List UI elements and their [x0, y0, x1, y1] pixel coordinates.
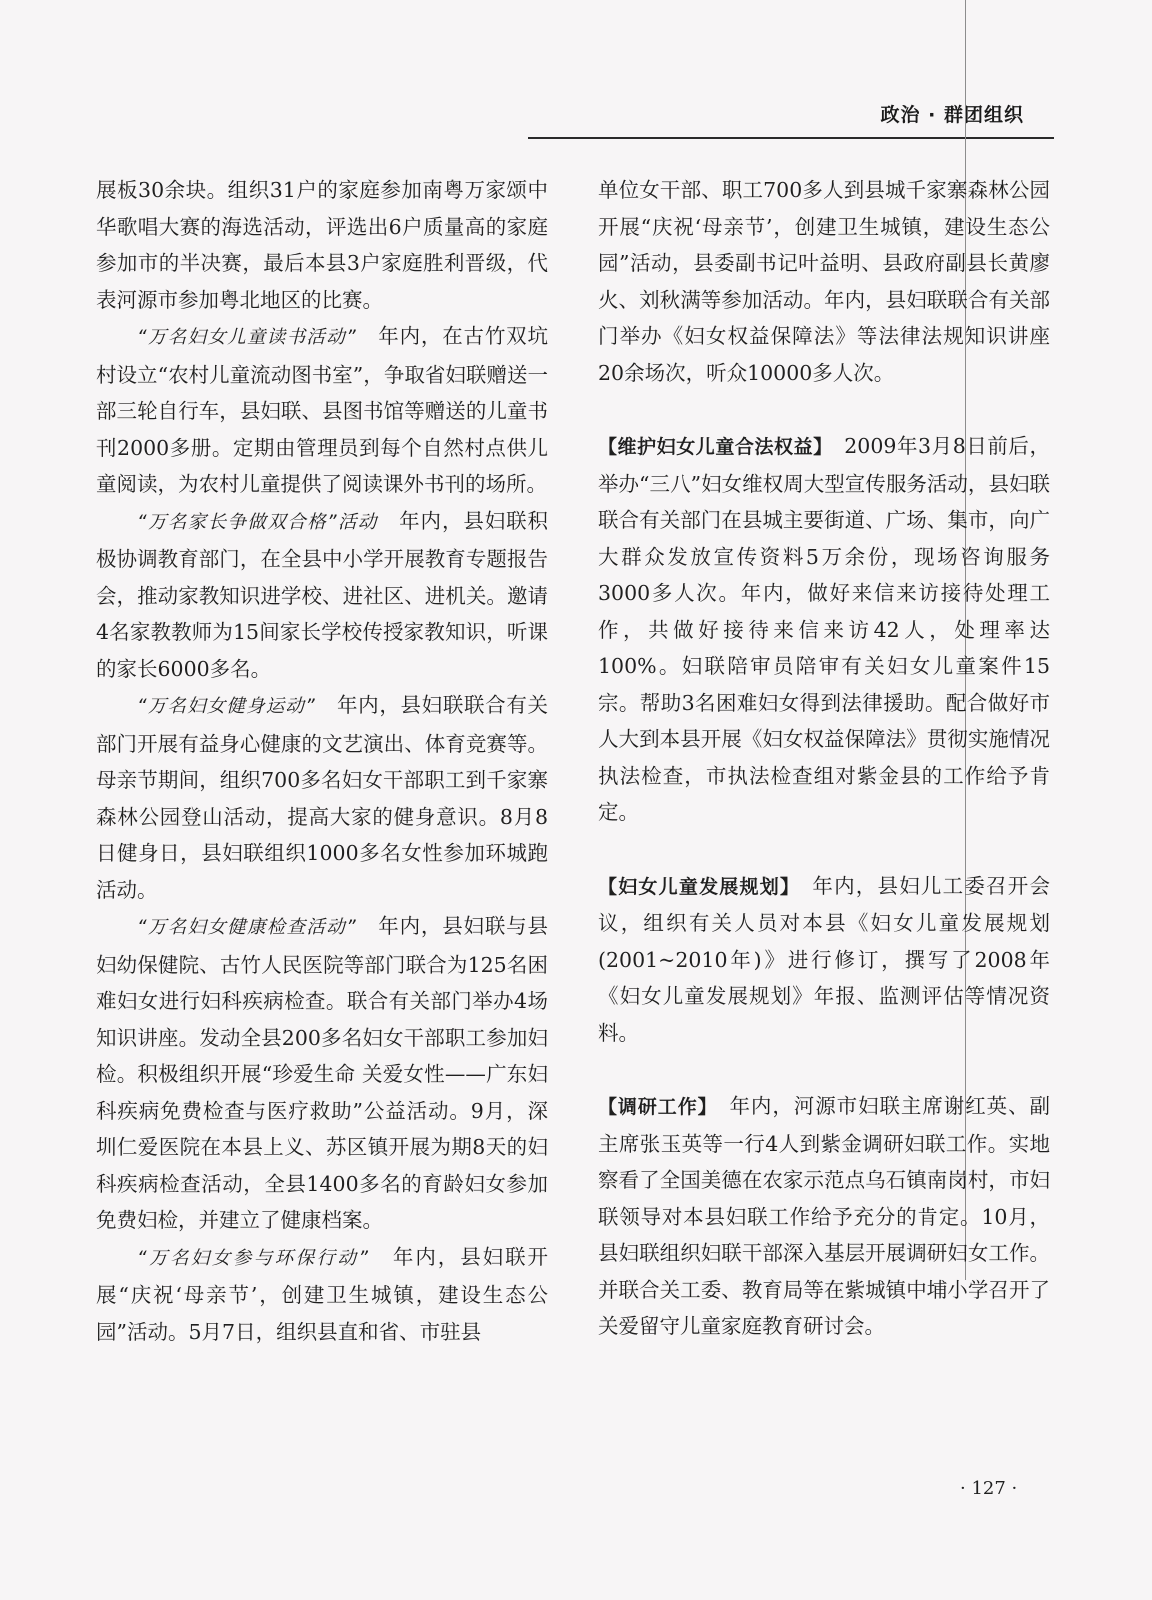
right-column [598, 172, 1050, 1345]
heading-development-plan: 【妇女儿童发展规划】 [598, 875, 791, 898]
topic-parents-activity: “万名家长争做双合格”活动 [137, 511, 378, 533]
body-fitness-activity: 年内，县妇联联合有关部门开展有益身心健康的文艺演出、体育竞赛等。母亲节期间，组织700多名妇女干部职工到千家寨森林公园登山活动，提高大家的健身意识。8月8日健身日，县妇联组织1000多名女性参加环城跑活动。 [96, 693, 549, 902]
body-parents-activity: 年内，县妇联积极协调教育部门，在全县中小学开展教育专题报告会，推动家教知识进学校、进社区、进机关。邀请4名家教教师为15间家长学校传授家教知识，听课的家长6000多名。 [96, 508, 549, 681]
topic-reading-activity: “万名妇女儿童读书活动” [137, 327, 357, 348]
page-number: · 127 · [960, 1478, 1018, 1499]
body-environment-activity: 年内，县妇联开展“庆祝‘母亲节’，创建卫生城镇，建设生态公园”活动。5月7日，组织县直和省、市驻县 [96, 1244, 549, 1344]
paragraph-display-boards: 展板30余块。组织31户的家庭参加南粤万家颂中华歌唱大赛的海选活动，评选出6户质量高的家庭参加市的半决赛，最后本县3户家庭胜利晋级，代表河源市参加粤北地区的比赛。 [96, 178, 548, 312]
paragraph-environment-activity [96, 1239, 548, 1351]
heading-rights-protection: 【维护妇女儿童合法权益】 [598, 436, 824, 458]
paragraph-health-check-activity [96, 908, 548, 1239]
body-health-check-activity: 年内，县妇联与县妇幼保健院、古竹人民医院等部门联合为125名困难妇女进行妇科疾病检查。联合有关部门举办4场知识讲座。发动全县200多名妇女干部职工参加妇检。积极组织开展“珍爱生命 关爱女性——广东妇科疾病免费检查与医疗救助”公益活动。9月，深圳仁爱医院在本县上义、苏区镇开展为期8天的妇科疾病检查活动，全县1400多名的育龄妇女参加免费妇检，并建立了健康档案。 [96, 914, 549, 1232]
paragraph-fitness-activity [96, 687, 548, 908]
topic-environment-activity: “万名妇女参与环保行动” [137, 1247, 369, 1269]
paragraph-mothers-day-continued: 单位女干部、职工700多人到县城千家寨森林公园开展“庆祝‘母亲节’，创建卫生城镇，建设生态公园”活动，县委副书记叶益明、县政府副县长黄廖火、刘秋满等参加活动。年内，县妇联联合有关部门举办《妇女权益保障法》等法律法规知识讲座20余场次，听众10000多人次。 [598, 178, 1050, 385]
heading-research-work: 【调研工作】 [598, 1096, 709, 1118]
topic-health-check-activity: “万名妇女健康检查活动” [137, 917, 357, 938]
body-rights-protection: 2009年3月8日前后，举办“三八”妇女维权周大型宣传服务活动，县妇联联合有关部门在县城主要街道、广场、集市，向广大群众发放宣传资料5万余份，现场咨询服务3000多人次。年内，做好来信来访接待处理工作，共做好接待来信来访42人，处理率达100%。妇联陪审员陪审有关妇女儿童案件15宗。帮助3名困难妇女得到法律援助。配合做好市人大到本县开展《妇女权益保障法》贯彻实施情况执法检查，市执法检查组对紫金县的工作给予肯定。 [598, 434, 1050, 824]
left-column [96, 172, 548, 1350]
body-research-work: 年内，河源市妇联主席谢红英、副主席张玉英等一行4人到紫金调研妇联工作。实地察看了全国美德在农家示范点乌石镇南岗村，市妇联领导对本县妇联工作给予充分的肯定。10月，县妇联组织妇联干部深入基层开展调研妇女工作。并联合关工委、教育局等在紫城镇中埔小学召开了关爱留守儿童家庭教育研讨会。 [598, 1094, 1050, 1338]
header-rule [528, 137, 1054, 139]
section-development-plan [598, 868, 1050, 1052]
paragraph-reading-activity [96, 318, 548, 503]
topic-fitness-activity: “万名妇女健身运动” [137, 696, 316, 717]
body-reading-activity: 年内，在古竹双坑村设立“农村儿童流动图书室”，争取省妇联赠送一部三轮自行车，县妇联、县图书馆等赠送的儿童书刊2000多册。定期由管理员到每个自然村点供儿童阅读，为农村儿童提供了阅读课外书刊的场所。 [96, 324, 549, 496]
running-header: 政治 · 群团组织 [880, 104, 1024, 126]
section-research-work [598, 1088, 1050, 1345]
section-spacer [598, 1051, 1050, 1088]
paragraph-parents-activity [96, 503, 548, 688]
body-development-plan: 年内，县妇儿工委召开会议，组织有关人员对本县《妇女儿童发展规划(2001~2010年)》进行修订，撰写了2008年《妇女儿童发展规划》年报、监测评估等情况资料。 [598, 873, 1050, 1045]
section-rights-protection [598, 428, 1050, 831]
section-spacer [598, 391, 1050, 428]
section-spacer [598, 831, 1050, 868]
